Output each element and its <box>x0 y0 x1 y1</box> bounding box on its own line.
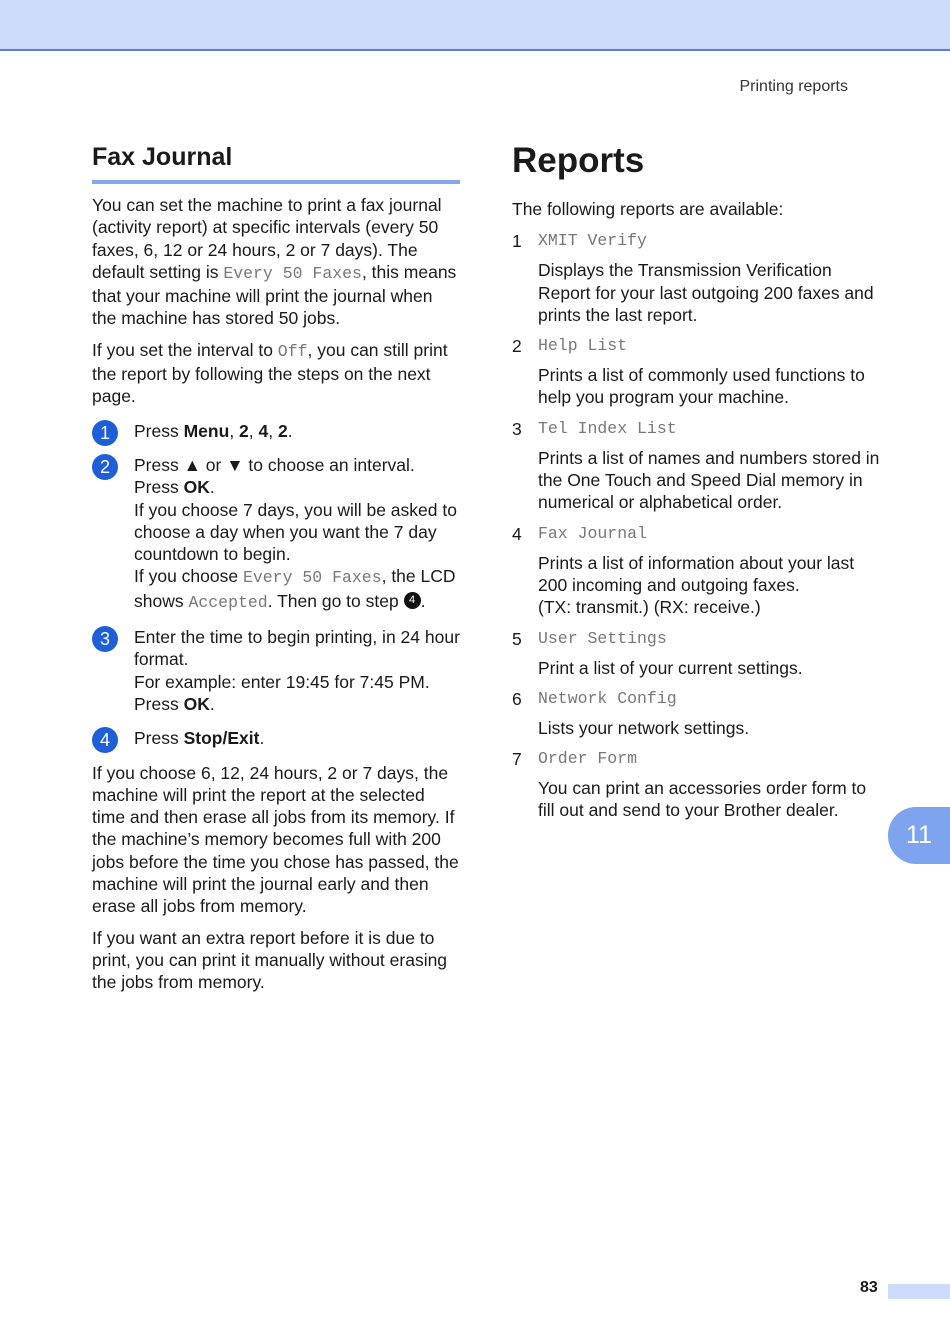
step-1 <box>92 420 460 442</box>
fax-journal-section <box>92 140 460 1003</box>
report-description: Prints a list of information about your last 200 incoming and outgoing faxes. <box>538 552 855 595</box>
report-name: Order Form <box>538 749 638 769</box>
up-arrow-icon: ▲ <box>183 454 201 475</box>
report-item: 1 XMIT Verify Displays the Transmission Verification Report for your last outgoing 200 faxes and prints the last report. <box>512 229 882 326</box>
report-description: You can print an accessories order form to fill out and send to your Brother dealer. <box>538 778 867 821</box>
step-number-badge: 3 <box>92 626 118 652</box>
report-description-extra: (TX: transmit.) (RX: receive.) <box>538 597 761 618</box>
report-description: Displays the Transmission Verification Report for your last outgoing 200 faxes and prints the last report. <box>538 260 874 325</box>
intro-paragraph-1: You can set the machine to print a fax journal (activity report) at specific intervals (every 50 faxes, 6, 12 or 24 hours, 2 or 7 days). The default setting is Every 50 Faxes, this means that your machine will print the journal when the machine has stored 50 jobs. <box>92 195 457 329</box>
step-4 <box>92 727 460 749</box>
report-item: 3 Tel Index List Prints a list of names and numbers stored in the One Touch and Speed Dial memory in numerical or alphabetical order. <box>512 417 882 514</box>
report-description: Print a list of your current settings. <box>538 657 803 678</box>
page-number-bar <box>888 1284 950 1299</box>
step-number-badge: 1 <box>92 420 118 446</box>
step-number-badge: 4 <box>92 727 118 753</box>
report-name: Fax Journal <box>538 523 647 543</box>
step-number-badge: 2 <box>92 454 118 480</box>
step-text: Press Menu, 2, 4, 2. <box>134 420 293 441</box>
down-arrow-icon: ▼ <box>226 454 244 475</box>
report-name: Tel Index List <box>538 418 677 438</box>
intro-paragraph-2: If you set the interval to Off, you can still print the report by following the steps on the next page. <box>92 339 448 407</box>
report-item: 6 Network Config Lists your network settings. <box>512 687 882 739</box>
step-2 <box>92 454 460 614</box>
note-paragraph-2: If you want an extra report before it is due to print, you can print it manually without erasing the jobs from memory. <box>92 927 448 993</box>
running-header: Printing reports <box>739 78 848 95</box>
report-item: 2 Help List Prints a list of commonly used functions to help you program your machine. <box>512 334 882 409</box>
reports-intro: The following reports are available: <box>512 199 784 219</box>
step-3 <box>92 626 460 715</box>
step-text: Press ▲ or ▼ to choose an interval. Press OK. If you choose 7 days, you will be asked to choose a day when you want the 7 day countdown to begin. If you choose Every 50 Faxes, the LCD shows Accepted. Then go to step 4 . <box>134 454 457 612</box>
section-heading: Fax Journal <box>92 143 233 171</box>
note-paragraph-1: If you choose 6, 12, 24 hours, 2 or 7 days, the machine will print the report at the selected time and then erase all jobs from its memory. If the machine’s memory becomes full with 200 jobs before the time you chose has passed, the machine will print the journal early and then erase all jobs from memory. <box>92 762 459 917</box>
step-text: Press Stop/Exit. <box>134 728 265 749</box>
report-item: 4 Fax Journal Prints a list of information about your last 200 incoming and outgoing faxes. (TX: transmit.) (RX: receive.) <box>512 522 882 619</box>
report-description: Prints a list of commonly used functions to help you program your machine. <box>538 365 865 408</box>
report-item: 7 Order Form You can print an accessories order form to fill out and send to your Brother dealer. <box>512 747 882 822</box>
chapter-tab: 11 <box>888 807 950 864</box>
page-number: 83 <box>860 1279 878 1296</box>
reports-section <box>512 140 882 830</box>
step-reference-icon: 4 <box>404 592 421 609</box>
top-band <box>0 0 950 51</box>
report-name: Network Config <box>538 688 677 708</box>
report-name: Help List <box>538 336 628 356</box>
report-name: User Settings <box>538 628 667 648</box>
step-text: Enter the time to begin printing, in 24 hour format. For example: enter 19:45 for 7:45 PM. Press OK. <box>134 627 460 714</box>
report-description: Prints a list of names and numbers stored in the One Touch and Speed Dial memory in numerical or alphabetical order. <box>538 447 880 513</box>
report-name: XMIT Verify <box>538 231 647 251</box>
report-item: 5 User Settings Print a list of your current settings. <box>512 627 882 679</box>
report-description: Lists your network settings. <box>538 717 750 738</box>
heading-rule <box>92 180 460 184</box>
reports-heading: Reports <box>512 141 645 180</box>
